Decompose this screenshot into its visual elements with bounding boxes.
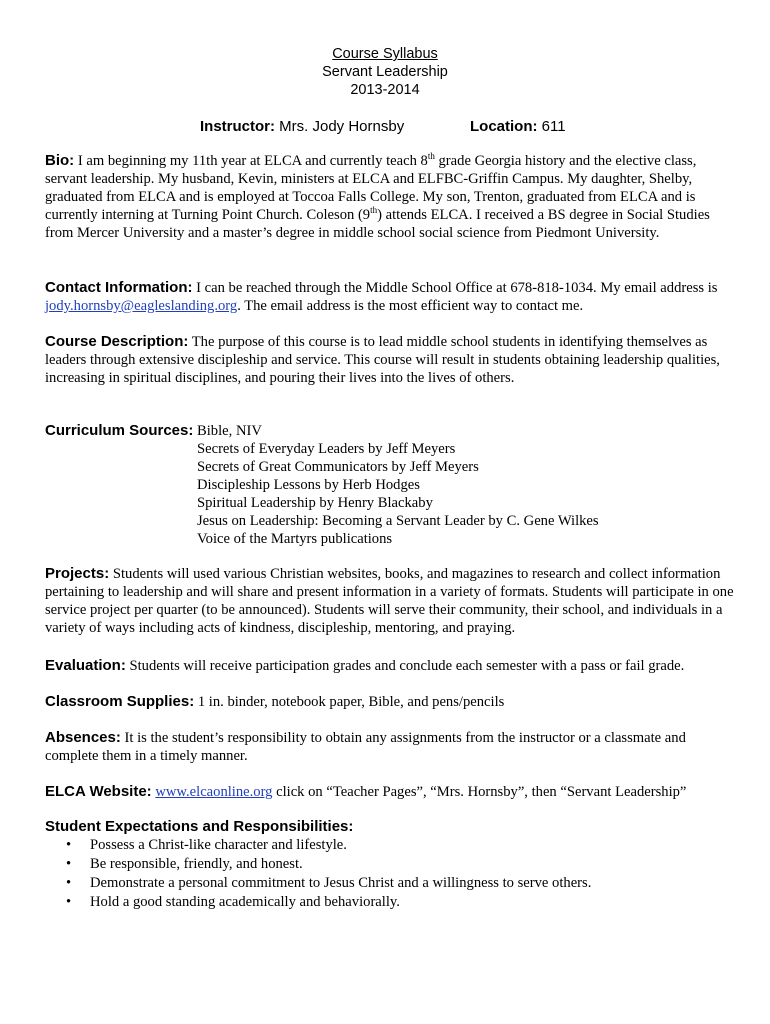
title-course-syllabus: Course Syllabus (332, 46, 438, 62)
bio-sup-1: th (427, 151, 435, 162)
bio-text-2: grade Georgia history and the elective class, servant leadership. My husband, Kevin, ministers at ELCA and ELFBC-Griffin Campus. My daughter, Shelby, graduated from ELCA and is employed at Toccoa Falls College. My son, Trenton, graduated from ELCA and is currently interning at Turning Point Church. Coleson (9 (45, 153, 697, 223)
email-link[interactable]: jody.hornsby@eagleslanding.org (45, 298, 238, 314)
title-course-name: Servant Leadership (322, 64, 448, 80)
projects-section (45, 565, 735, 637)
expectations-list (64, 836, 591, 912)
source-item: Secrets of Everyday Leaders by Jeff Meyers (197, 441, 456, 457)
location-label: Location: (470, 118, 538, 135)
list-item-text: Demonstrate a personal commitment to Jesus Christ and a willingness to serve others. (90, 875, 592, 891)
website-heading: ELCA Website: (45, 783, 152, 800)
description-heading: Course Description: (45, 333, 189, 350)
bio-text-3: ) attends ELCA. I received a BS degree in Social Studies from Mercer University and a master’s degree in middle school social science from Piedmont University. (45, 207, 710, 241)
bio-text-1: I am beginning my 11th year at ELCA and currently teach 8 (77, 153, 428, 169)
source-item: Spiritual Leadership by Henry Blackaby (197, 495, 433, 511)
sources-first: Bible, NIV (193, 423, 262, 439)
supplies-text: 1 in. binder, notebook paper, Bible, and pens/pencils (194, 694, 505, 710)
absences-heading: Absences: (45, 729, 121, 746)
projects-text: Students will used various Christian websites, books, and magazines to research and collect information pertaining to leadership and will share and present information in a variety of formats. Students will participate in one service project per quarter (to be announced). Students will serve their community, their school, and individuals in a variety of ways including acts of kindness, discipleship, mentoring, and praying. (45, 566, 734, 636)
list-item-text: Be responsible, friendly, and honest. (90, 856, 303, 872)
list-item (64, 855, 591, 874)
sources-section (45, 422, 735, 440)
document-title (0, 45, 770, 99)
location-group (470, 118, 566, 135)
website-text: click on “Teacher Pages”, “Mrs. Hornsby”, then “Servant Leadership” (272, 784, 687, 800)
bullet-icon: • (66, 856, 72, 872)
bullet-icon: • (66, 875, 72, 891)
list-item-text: Possess a Christ-like character and lifestyle. (90, 837, 347, 853)
contact-text-1: I can be reached through the Middle School Office at 678-818-1034. My email address is (192, 280, 718, 296)
source-item: Secrets of Great Communicators by Jeff Meyers (197, 459, 479, 475)
source-item: Discipleship Lessons by Herb Hodges (197, 477, 420, 493)
instructor-label: Instructor: (200, 118, 275, 135)
description-text: The purpose of this course is to lead middle school students in identifying themselves as leaders through extensive discipleship and service. This course will result in students obtaining leadership qualities, increasing in spiritual disciplines, and pouring their lives into the lives of others. (45, 334, 720, 386)
sources-list (197, 440, 599, 548)
list-item (64, 836, 591, 855)
contact-heading: Contact Information: (45, 279, 193, 296)
absences-text: It is the student’s responsibility to obtain any assignments from the instructor or a classmate and complete them in a timely manner. (45, 730, 686, 764)
list-item-text: Hold a good standing academically and behaviorally. (90, 894, 400, 910)
bio-heading: Bio: (45, 152, 75, 169)
bio-sup-2: th (370, 205, 378, 216)
contact-text-2: . The email address is the most efficient way to contact me. (237, 298, 584, 314)
source-item: Jesus on Leadership: Becoming a Servant Leader by C. Gene Wilkes (197, 513, 599, 529)
location-value: 611 (541, 118, 566, 135)
expectations-section (45, 818, 735, 836)
evaluation-text: Students will receive participation grades and conclude each semester with a pass or fail grade. (125, 658, 685, 674)
source-item: Voice of the Martyrs publications (197, 531, 393, 547)
website-link[interactable]: www.elcaonline.org (155, 784, 273, 800)
list-item (64, 874, 591, 893)
instructor-row (200, 118, 566, 135)
instructor-name: Mrs. Jody Hornsby (279, 118, 405, 135)
absences-section (45, 729, 735, 765)
supplies-heading: Classroom Supplies: (45, 693, 195, 710)
projects-heading: Projects: (45, 565, 110, 582)
supplies-section (45, 693, 735, 711)
bullet-icon: • (66, 837, 72, 853)
bio-section (45, 152, 735, 242)
sources-heading: Curriculum Sources: (45, 422, 194, 439)
evaluation-section (45, 657, 735, 675)
title-year: 2013-2014 (350, 82, 420, 98)
description-section (45, 333, 735, 387)
contact-section (45, 279, 735, 315)
website-section (45, 783, 735, 801)
evaluation-heading: Evaluation: (45, 657, 126, 674)
expectations-heading: Student Expectations and Responsibilities: (45, 818, 354, 835)
list-item (64, 893, 591, 912)
bullet-icon: • (66, 894, 72, 910)
